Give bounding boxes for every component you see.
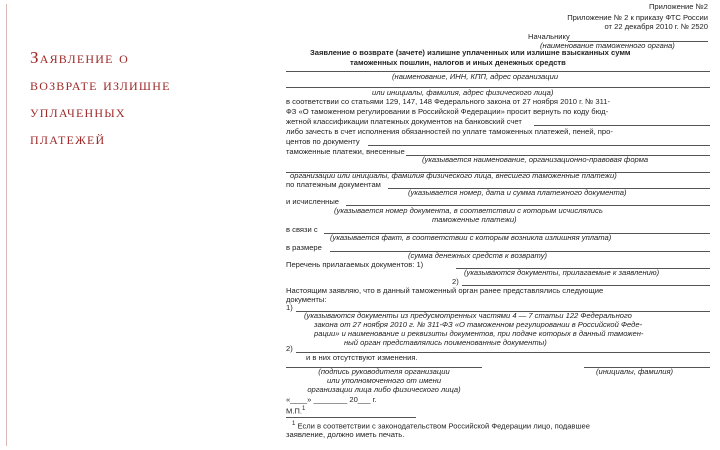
appendix-date: от 22 декабря 2010 г. № 2520 xyxy=(604,22,708,31)
docs-item-2: 2) xyxy=(286,344,293,353)
caption-sign-3: организации лица либо физического лица) xyxy=(307,385,461,394)
caption-person: или инициалы, фамилия, адрес физического лица) xyxy=(372,88,554,97)
caption-payer-2: организации или инициалы, фамилия физического лица, внесшего таможенные платежи) xyxy=(290,171,617,180)
customs-caption: (наименование таможенного органа) xyxy=(540,41,675,50)
application-form xyxy=(284,0,714,450)
caption-org: (наименование, ИНН, КПП, адрес организации xyxy=(392,72,559,81)
confirm-line-1: Настоящим заявляю, что в данный таможенный орган ранее представлялись следующие xyxy=(286,286,604,295)
slide-title-line-1: Заявление о xyxy=(30,48,129,67)
caption-sign-1: (подпись руководителя организации xyxy=(318,367,450,376)
stamp-footnote-mark: 1 xyxy=(302,406,306,412)
caption-attachments: (указываются документы, прилагаемые к заявлению) xyxy=(464,268,660,277)
payment-docs-label: по платежным документам xyxy=(286,180,381,189)
caption-charged-2: таможенные платежи) xyxy=(432,215,517,224)
charged-label: и исчисленные xyxy=(286,197,340,206)
caption-docs-2: закона от 27 ноября 2010 г. № 311-ФЗ «О таможенном регулировании в Российской Феде- xyxy=(314,320,643,329)
attachments-item-2: 2) xyxy=(452,277,459,286)
body-line-5: центов по документу xyxy=(286,137,360,146)
body-line-1: в соответствии со статьями 129, 147, 148 Федерального закона от 27 ноября 2010 г. № 311- xyxy=(286,97,611,106)
slide-title-line-3: уплаченных xyxy=(30,102,126,121)
amount-label: в размере xyxy=(286,243,322,252)
caption-docs-1: (указываются документы из предусмотренных частями 4 — 7 статьи 122 Федерального xyxy=(304,311,632,320)
caption-docs-3: рации» и наименование и реквизиты документов, при подаче которых в данный таможен- xyxy=(314,329,644,338)
appendix-label: Приложение №2 xyxy=(648,2,708,11)
paid-label: таможенные платежи, внесенные xyxy=(286,147,405,156)
body-line-4: либо зачесть в счет исполнения обязанностей по уплате таможенных платежей, пеней, про- xyxy=(286,127,613,136)
caption-sign-2: или уполномоченного от имени xyxy=(326,376,442,385)
body-line-2: ФЗ «О таможенном регулировании в Российской Федерации» просит вернуть по коду бюд- xyxy=(286,107,609,116)
caption-amount: (сумма денежных средств к возврату) xyxy=(408,251,548,260)
attachments-label: Перечень прилагаемых документов: 1) xyxy=(286,260,424,269)
footnote-mark: 1 xyxy=(292,421,296,427)
caption-reason: (указывается факт, в соответствии с которым возникла излишняя уплата) xyxy=(330,233,612,242)
document-line xyxy=(368,145,710,146)
slide-title xyxy=(30,44,260,152)
caption-charged-1: (указывается номер документа, в соответствии с которым исчислялись xyxy=(334,206,603,215)
stamp-label xyxy=(286,405,305,416)
stamp-text: М.П. xyxy=(286,406,303,416)
bank-account-line xyxy=(534,125,710,126)
addressee-label: Начальнику xyxy=(528,32,570,41)
slide-title-line-4: платежей xyxy=(30,129,106,148)
body-line-3: жетной классификации платежных документов на банковский счет xyxy=(286,117,522,126)
slide-title-line-2: возврате излишне xyxy=(30,75,171,94)
docs-item-1: 1) xyxy=(286,303,293,312)
caption-docs-4: ный орган представлялись поименованные документы) xyxy=(344,338,547,347)
form-title-line-1: Заявление о возврате (зачете) излишне уплаченных или излишне взысканных сумм xyxy=(310,48,631,57)
date-line: «____» ________ 20___ г. xyxy=(286,395,377,404)
footnote-divider xyxy=(286,417,416,418)
caption-payer-1: (указывается наименование, организационно-правовая форма xyxy=(422,155,649,164)
confirm-line-2: документы: xyxy=(286,295,327,304)
caption-initials: (инициалы, фамилия) xyxy=(596,367,674,376)
appendix-order: Приложение № 2 к приказу ФТС России xyxy=(567,13,708,22)
caption-payment: (указывается номер, дата и сумма платежного документа) xyxy=(408,188,627,197)
slide-left-rule xyxy=(6,4,7,446)
footnote-line-2: заявление, должно иметь печать. xyxy=(286,430,405,439)
form-title-line-2: таможенных пошлин, налогов и иных денежных средств xyxy=(350,58,566,67)
no-changes: и в них отсутствуют изменения. xyxy=(306,353,418,362)
footnote-text-1: Если в соответствии с законодательством Российской Федерации лицо, подавшее xyxy=(297,421,590,431)
reason-label: в связи с xyxy=(286,225,318,234)
